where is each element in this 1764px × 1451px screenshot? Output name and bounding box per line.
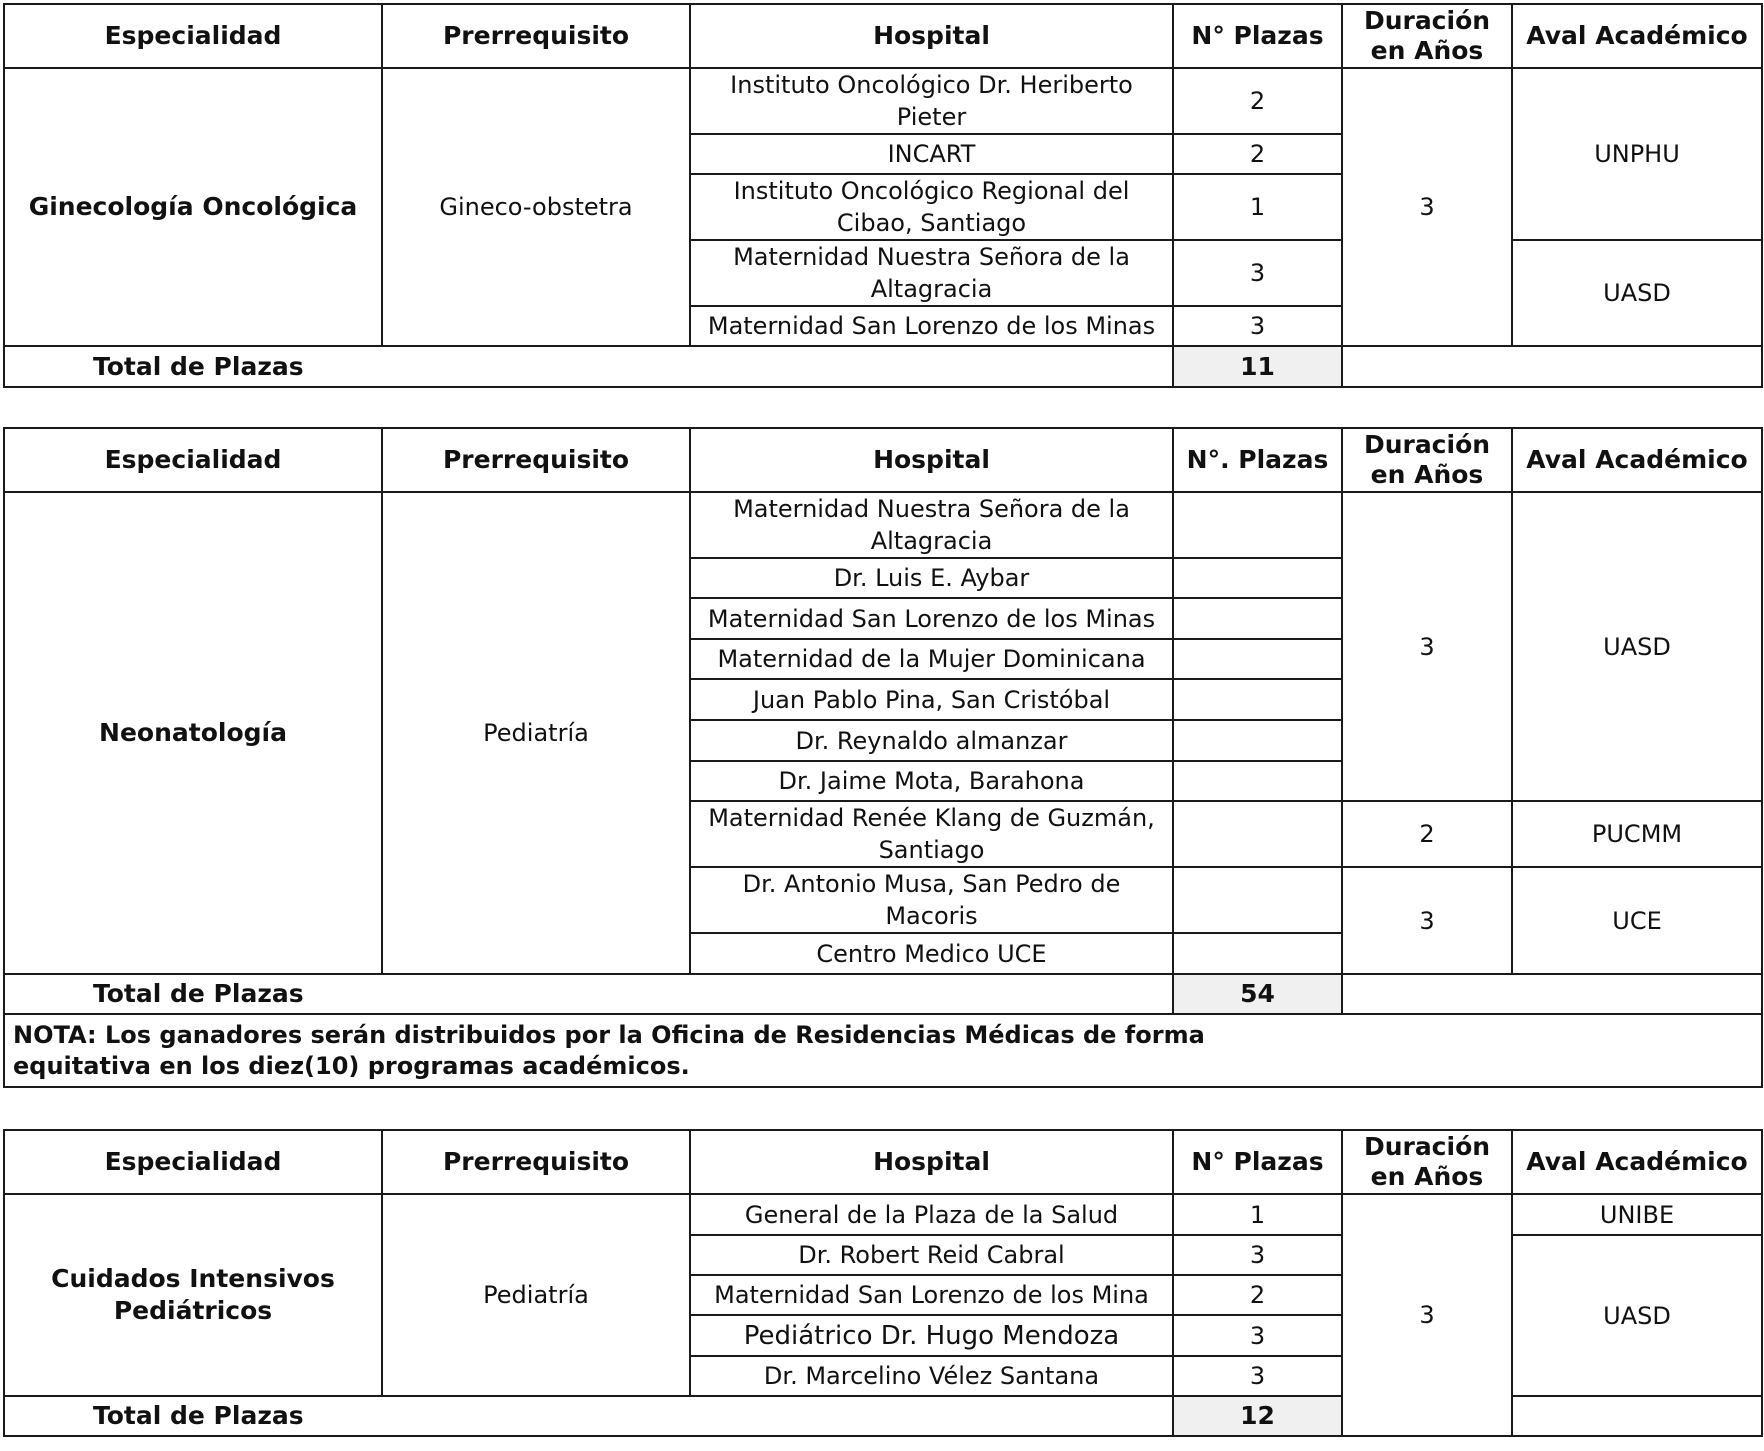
header-especialidad: Especialidad <box>4 4 382 68</box>
hospital-cell: Maternidad Nuestra Señora de la Altagracia <box>690 492 1173 558</box>
hospital-cell: Maternidad Nuestra Señora de la Altagracia <box>690 240 1173 306</box>
plazas-cell <box>1173 558 1342 598</box>
total-spacer <box>690 346 1173 387</box>
total-empty <box>1342 974 1762 1014</box>
total-value: 54 <box>1173 974 1342 1014</box>
header-prerrequisito: Prerrequisito <box>382 4 690 68</box>
hospital-cell: Dr. Marcelino Vélez Santana <box>690 1356 1173 1396</box>
hospital-cell: Maternidad Renée Klang de Guzmán, Santiago <box>690 801 1173 867</box>
neonatologia-table <box>3 427 1763 1088</box>
header-hospital: Hospital <box>690 428 1173 492</box>
header-prerrequisito: Prerrequisito <box>382 428 690 492</box>
plazas-cell: 2 <box>1173 68 1342 134</box>
cuidados-intensivos-table <box>3 1129 1763 1437</box>
plazas-cell: 3 <box>1173 1315 1342 1356</box>
table-row <box>4 1194 1762 1235</box>
header-row <box>4 4 1762 68</box>
hospital-cell: Maternidad San Lorenzo de los Mina <box>690 1275 1173 1315</box>
plazas-cell: 3 <box>1173 1356 1342 1396</box>
header-row <box>4 428 1762 492</box>
table-row <box>4 492 1762 558</box>
header-aval: Aval Académico <box>1512 428 1762 492</box>
aval-cell: UNPHU <box>1512 68 1762 240</box>
plazas-cell: 3 <box>1173 240 1342 306</box>
plazas-cell: 3 <box>1173 1235 1342 1275</box>
hospital-cell: Dr. Reynaldo almanzar <box>690 720 1173 761</box>
aval-cell: UNIBE <box>1512 1194 1762 1235</box>
header-row <box>4 1130 1762 1194</box>
aval-cell: UASD <box>1512 1235 1762 1396</box>
hospital-cell: Dr. Robert Reid Cabral <box>690 1235 1173 1275</box>
ginecologia-oncologica-table <box>3 3 1763 388</box>
duracion-cell: 3 <box>1342 1194 1512 1436</box>
total-row <box>4 974 1762 1014</box>
total-value: 11 <box>1173 346 1342 387</box>
hospital-cell: Dr. Luis E. Aybar <box>690 558 1173 598</box>
plazas-cell: 3 <box>1173 306 1342 346</box>
especialidad-cell: Ginecología Oncológica <box>4 68 382 346</box>
header-hospital: Hospital <box>690 4 1173 68</box>
hospital-cell: Maternidad San Lorenzo de los Minas <box>690 598 1173 639</box>
prerrequisito-cell: Gineco-obstetra <box>382 68 690 346</box>
especialidad-cell: Neonatología <box>4 492 382 974</box>
total-label: Total de Plazas <box>4 1396 690 1436</box>
hospital-cell: Maternidad de la Mujer Dominicana <box>690 639 1173 679</box>
header-duracion: Duración en Años <box>1342 428 1512 492</box>
header-especialidad: Especialidad <box>4 428 382 492</box>
duracion-cell: 3 <box>1342 867 1512 974</box>
header-aval: Aval Académico <box>1512 1130 1762 1194</box>
aval-cell: PUCMM <box>1512 801 1762 867</box>
prerrequisito-cell: Pediatría <box>382 1194 690 1396</box>
plazas-cell <box>1173 598 1342 639</box>
plazas-cell: 2 <box>1173 134 1342 174</box>
plazas-cell <box>1173 679 1342 720</box>
plazas-cell <box>1173 639 1342 679</box>
aval-cell: UASD <box>1512 240 1762 346</box>
aval-cell: UASD <box>1512 492 1762 801</box>
hospital-cell: Instituto Oncológico Dr. Heriberto Pieter <box>690 68 1173 134</box>
plazas-cell <box>1173 801 1342 867</box>
total-empty <box>1342 346 1762 387</box>
hospital-cell: Dr. Jaime Mota, Barahona <box>690 761 1173 801</box>
total-empty <box>1512 1396 1762 1436</box>
header-duracion: Duración en Años <box>1342 1130 1512 1194</box>
note-row <box>4 1014 1762 1087</box>
total-spacer <box>690 974 1173 1014</box>
plazas-cell: 2 <box>1173 1275 1342 1315</box>
hospital-cell: Instituto Oncológico Regional del Cibao, Santiago <box>690 174 1173 240</box>
plazas-cell <box>1173 720 1342 761</box>
hospital-cell: Dr. Antonio Musa, San Pedro de Macoris <box>690 867 1173 933</box>
header-plazas: N° Plazas <box>1173 4 1342 68</box>
plazas-cell: 1 <box>1173 174 1342 240</box>
total-spacer <box>690 1396 1173 1436</box>
total-row <box>4 346 1762 387</box>
prerrequisito-cell: Pediatría <box>382 492 690 974</box>
plazas-cell <box>1173 867 1342 933</box>
hospital-cell: Centro Medico UCE <box>690 933 1173 974</box>
header-duracion: Duración en Años <box>1342 4 1512 68</box>
header-plazas: N° Plazas <box>1173 1130 1342 1194</box>
nota-text: NOTA: Los ganadores serán distribuidos por la Oficina de Residencias Médicas de forma equitativa en los diez(10) programas académicos. <box>13 1020 1205 1080</box>
aval-cell: UCE <box>1512 867 1762 974</box>
header-aval: Aval Académico <box>1512 4 1762 68</box>
plazas-cell <box>1173 761 1342 801</box>
plazas-cell: 1 <box>1173 1194 1342 1235</box>
header-plazas: N°. Plazas <box>1173 428 1342 492</box>
total-label: Total de Plazas <box>4 974 690 1014</box>
duracion-cell: 3 <box>1342 68 1512 346</box>
plazas-cell <box>1173 933 1342 974</box>
hospital-cell: Juan Pablo Pina, San Cristóbal <box>690 679 1173 720</box>
table-row <box>4 68 1762 134</box>
hospital-cell: General de la Plaza de la Salud <box>690 1194 1173 1235</box>
total-label: Total de Plazas <box>4 346 690 387</box>
header-especialidad: Especialidad <box>4 1130 382 1194</box>
header-prerrequisito: Prerrequisito <box>382 1130 690 1194</box>
especialidad-cell: Cuidados Intensivos Pediátricos <box>4 1194 382 1396</box>
plazas-cell <box>1173 492 1342 558</box>
header-hospital: Hospital <box>690 1130 1173 1194</box>
duracion-cell: 3 <box>1342 492 1512 801</box>
hospital-cell: Pediátrico Dr. Hugo Mendoza <box>690 1315 1173 1356</box>
duracion-cell: 2 <box>1342 801 1512 867</box>
hospital-cell: INCART <box>690 134 1173 174</box>
total-value: 12 <box>1173 1396 1342 1436</box>
hospital-cell: Maternidad San Lorenzo de los Minas <box>690 306 1173 346</box>
